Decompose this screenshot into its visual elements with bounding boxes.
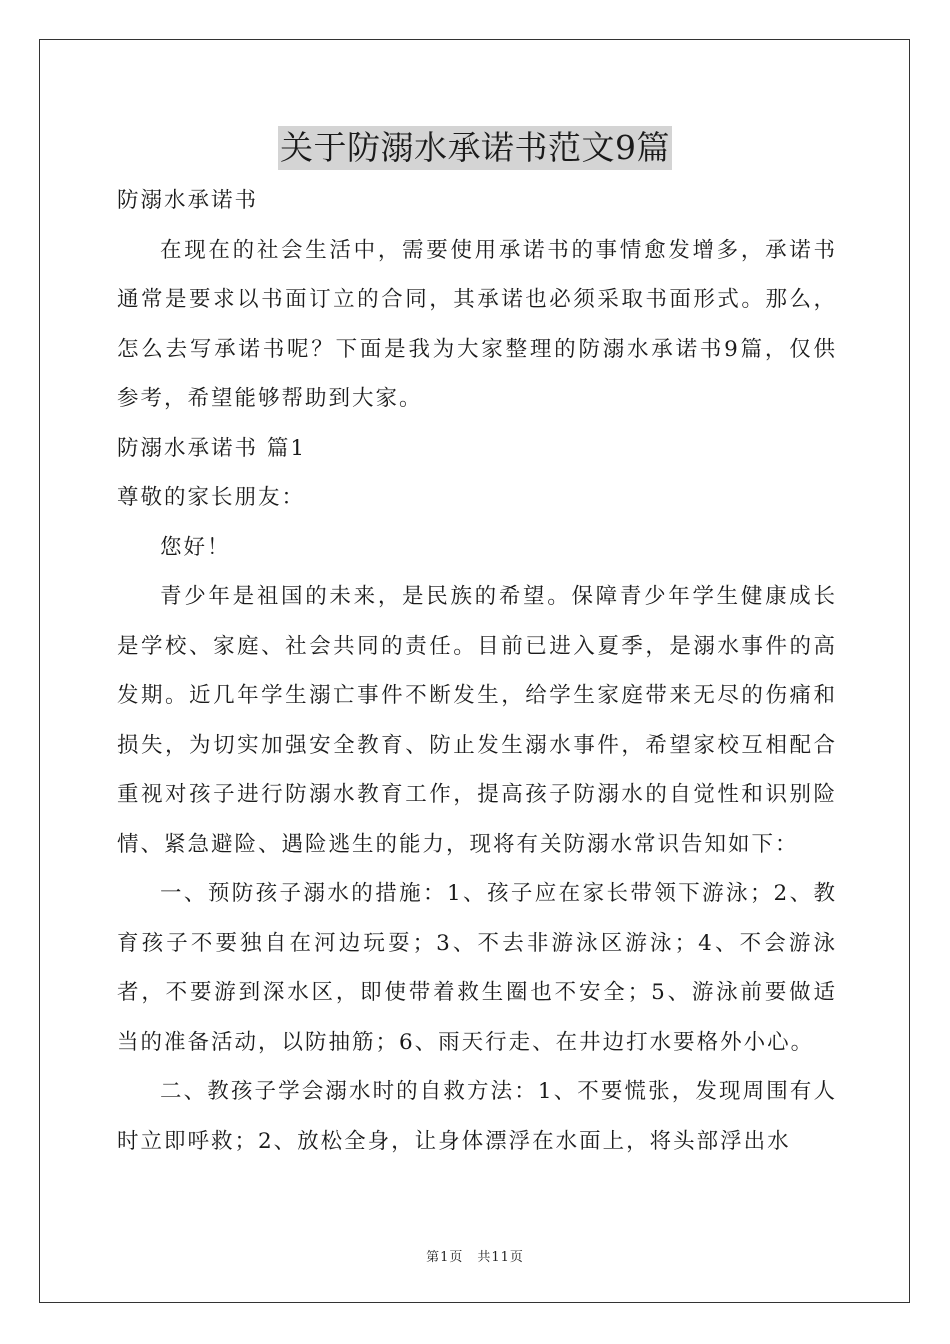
section-heading: 防溺水承诺书 篇1 bbox=[117, 435, 307, 461]
intro-paragraph: 在现在的社会生活中，需要使用承诺书的事情愈发增多，承诺书通常是要求以书面订立的合同，其承诺也必须采取书面形式。那么，怎么去写承诺书呢？下面是我为大家整理的防溺水承诺书9篇，仅供参考，希望能够帮助到大家。 bbox=[117, 237, 837, 411]
body-paragraph: 二、教孩子学会溺水时的自救方法：1、不要慌张，发现周围有人时立即呼救；2、放松全身，让身体漂浮在水面上，将头部浮出水 bbox=[117, 1079, 837, 1154]
subtitle-paragraph: 防溺水承诺书 bbox=[117, 188, 259, 213]
page-footer bbox=[0, 1246, 950, 1265]
body-paragraph: 青少年是祖国的未来，是民族的希望。保障青少年学生健康成长是学校、家庭、社会共同的责任。目前已进入夏季，是溺水事件的高发期。近几年学生溺亡事件不断发生，给学生家庭带来无尽的伤痛和损失，为切实加强安全教育、防止发生溺水事件，希望家校互相配合重视对孩子进行防溺水教育工作，提高孩子防溺水的自觉性和识别险情、紧急避险、遇险逃生的能力，现将有关防溺水常识告知如下： bbox=[117, 584, 837, 857]
greeting: 您好！ bbox=[160, 534, 231, 560]
salutation: 尊敬的家长朋友： bbox=[117, 485, 306, 510]
document-body bbox=[117, 176, 837, 1166]
document-title: 关于防溺水承诺书范文9篇 bbox=[278, 126, 672, 170]
page-total: 共11页 bbox=[477, 1250, 524, 1265]
page-number: 第1页 bbox=[426, 1250, 464, 1265]
title-wrap bbox=[0, 126, 950, 170]
body-paragraph: 一、预防孩子溺水的措施：1、孩子应在家长带领下游泳；2、教育孩子不要独自在河边玩耍；3、不去非游泳区游泳；4、不会游泳者，不要游到深水区，即使带着救生圈也不安全；5、游泳前要做适当的准备活动，以防抽筋；6、雨天行走、在井边打水要格外小心。 bbox=[117, 881, 837, 1055]
